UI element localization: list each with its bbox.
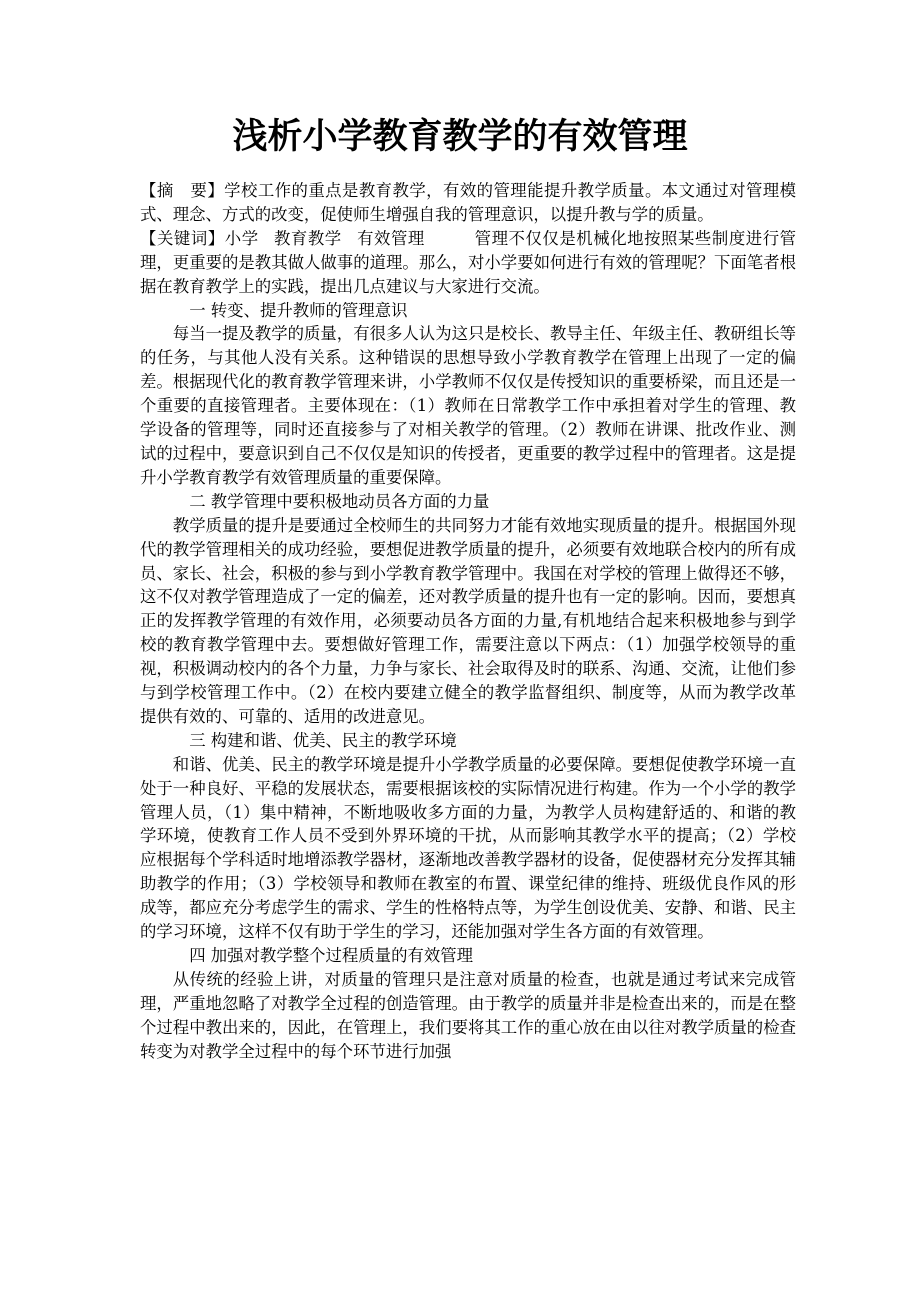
keyword-1: 小学 xyxy=(224,228,259,248)
intro-text: 管理不仅仅是机械化地按照某些制度进行管理，更重要的是教其做人做事的道理。那么，对小学要如何进行有效的管理呢？下面笔者根据在教育教学上的实践，提出几点建议与大家进行交流。 xyxy=(140,228,797,296)
abstract-text: 学校工作的重点是教育教学，有效的管理能提升教学质量。本文通过对管理模式、理念、方式的改变，促使师生增强自我的管理意识，以提升教与学的质量。 xyxy=(140,181,797,224)
section-heading: 二 教学管理中要积极地动员各方面的力量 xyxy=(189,491,490,511)
section-heading: 三 构建和谐、优美、民主的教学环境 xyxy=(189,730,457,750)
keywords-paragraph xyxy=(140,227,796,299)
abstract-paragraph xyxy=(140,179,796,227)
section-paragraph: 每当一提及教学的质量，有很多人认为这只是校长、教导主任、年级主任、教研组长等的任务，与其他人没有关系。这种错误的思想导致小学教育教学在管理上出现了一定的偏差。根据现代化的教育教学管理来讲，小学教师不仅仅是传授知识的重要桥梁，而且还是一个重要的直接管理者。主要体现在：（1）教师在日常教学工作中承担着对学生的管理、教学设备的管理等，同时还直接参与了对相关教学的管理。（2）教师在讲课、批改作业、测试的过程中，要意识到自己不仅仅是知识的传授者，更重要的教学过程中的管理者。这是提升小学教育教学有效管理质量的重要保障。 xyxy=(140,324,796,487)
document-title: 浅析小学教育教学的有效管理 xyxy=(232,117,688,157)
section-heading: 一 转变、提升教师的管理意识 xyxy=(189,300,408,320)
keyword-2: 教育教学 xyxy=(273,228,342,248)
section-paragraph: 从传统的经验上讲，对质量的管理只是注意对质量的检查，也就是通过考试来完成管理，严重地忽略了对教学全过程的创造管理。由于教学的质量并非是检查出来的，而是在整个过程中教出来的，因此，在管理上，我们要将其工作的重心放在由以往对教学质量的检查转变为对教学全过程中的每个环节进行加强 xyxy=(140,969,796,1061)
abstract-label: 【摘 要】 xyxy=(140,181,225,200)
keywords-label: 【关键词】 xyxy=(140,228,225,248)
section-paragraph: 和谐、优美、民主的教学环境是提升小学教学质量的必要保障。要想促使教学环境一直处于一种良好、平稳的发展状态，需要根据该校的实际情况进行构建。作为一个小学的教学管理人员，（1）集中精神，不断地吸收多方面的力量，为教学人员构建舒适的、和谐的教学环境，使教育工作人员不受到外界环境的干扰，从而影响其教学水平的提高；（2）学校应根据每个学科适时地增添教学器材，逐渐地改善教学器材的设备，促使器材充分发挥其辅助教学的作用；（3）学校领导和教师在教室的布置、课堂纪律的维持、班级优良作风的形成等，都应充分考虑学生的需求、学生的性格特点等，为学生创设优美、安静、和谐、民主的学习环境，这样不仅有助于学生的学习，还能加强对学生各方面的有效管理。 xyxy=(140,754,796,942)
keyword-3: 有效管理 xyxy=(356,228,425,248)
document-body xyxy=(140,179,796,1064)
section-paragraph: 教学质量的提升是要通过全校师生的共同努力才能有效地实现质量的提升。根据国外现代的教学管理相关的成功经验，要想促进教学质量的提升，必须要有效地联合校内的所有成员、家长、社会，积极的参与到小学教育教学管理中。我国在对学校的管理上做得还不够，这不仅对教学管理造成了一定的偏差，还对教学质量的提升也有一定的影响。因而，要想真正的发挥教学管理的有效作用，必须要动员各方面的力量,有机地结合起来积极地参与到学校的教育教学管理中去。要想做好管理工作，需要注意以下两点：（1）加强学校领导的重视，积极调动校内的各个力量，力争与家长、社会取得及时的联系、沟通、交流，让他们参与到学校管理工作中。（2）在校内要建立健全的教学监督组织、制度等，从而为教学改革提供有效的、可靠的、适用的改进意见。 xyxy=(140,515,796,726)
section-heading: 四 加强对教学整个过程质量的有效管理 xyxy=(189,946,474,965)
